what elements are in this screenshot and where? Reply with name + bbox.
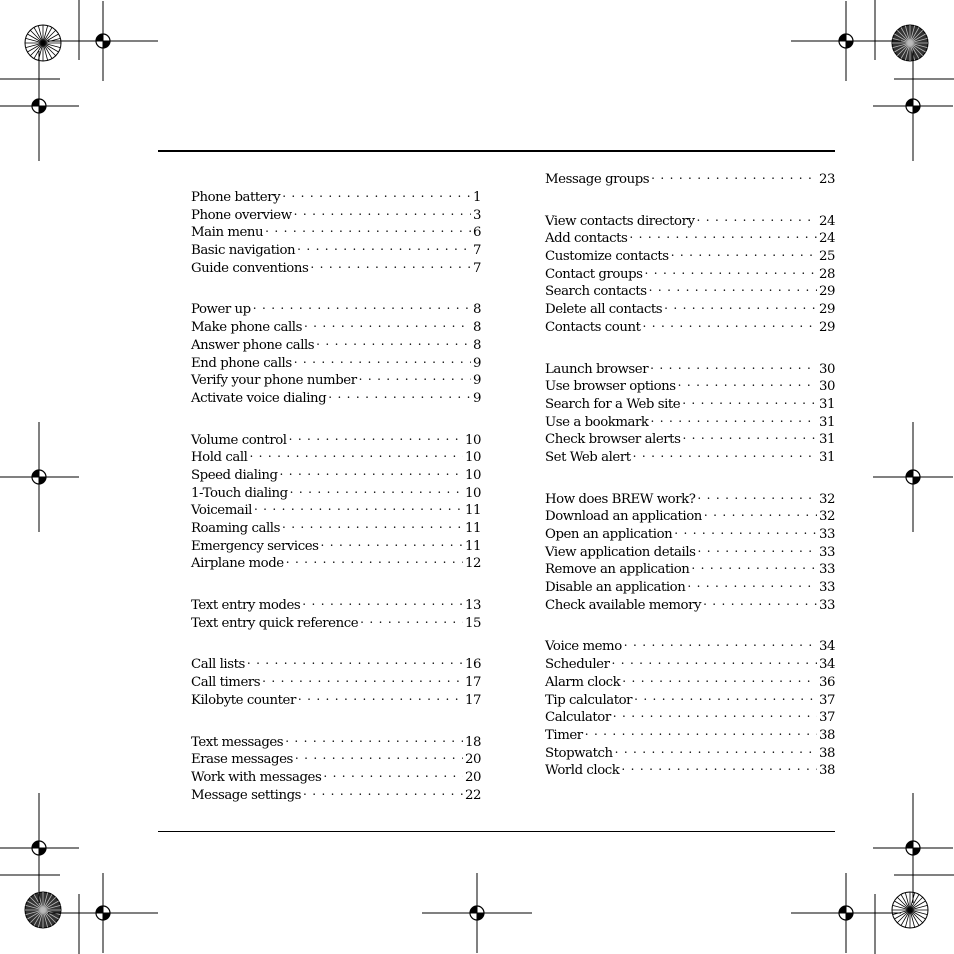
toc-entry[interactable] (191, 335, 481, 353)
toc-entry-page: 13 (464, 598, 481, 614)
toc-entry-page: 24 (818, 213, 835, 229)
toc-entry-page: 29 (818, 302, 835, 318)
dot-leader (290, 483, 463, 497)
toc-entry-title: Verify your phone number (191, 373, 357, 389)
toc-entry[interactable] (545, 707, 835, 725)
toc-entry[interactable] (545, 169, 835, 187)
toc-entry-title: Phone overview (191, 207, 292, 223)
dot-leader (585, 725, 817, 739)
toc-entry-title: Stopwatch (545, 745, 613, 761)
toc-entry-page: 10 (464, 485, 481, 501)
toc-entry-title: World clock (545, 763, 620, 779)
toc-entry-title: Remove an application (545, 562, 690, 578)
dot-leader (624, 636, 817, 650)
toc-entry-title: Erase messages (191, 752, 293, 768)
toc-entry-title: Check available memory (545, 597, 702, 613)
dot-leader (615, 743, 817, 757)
toc-entry[interactable] (545, 489, 835, 507)
dot-leader (323, 767, 463, 781)
dot-leader (613, 707, 817, 721)
toc-entry[interactable] (191, 749, 481, 767)
toc-entry-title: Power up (191, 302, 251, 318)
toc-entry-page: 31 (818, 414, 835, 430)
toc-entry-page: 24 (818, 231, 835, 247)
toc-entry-page: 32 (818, 491, 835, 507)
toc-entry-page: 7 (472, 260, 481, 276)
footer-rule (158, 831, 835, 832)
toc-entry-title: Calculator (545, 710, 611, 726)
toc-entry-page: 20 (464, 769, 481, 785)
toc-entry-page: 33 (818, 527, 835, 542)
toc-entry-page: 25 (818, 249, 835, 265)
toc-entry[interactable] (191, 222, 481, 240)
dot-leader (629, 228, 817, 242)
dot-leader (253, 299, 471, 313)
toc-entry[interactable] (191, 785, 481, 803)
toc-entry[interactable] (191, 465, 481, 483)
dot-leader (282, 518, 463, 532)
dot-leader (303, 785, 463, 799)
toc-entry-title: End phone calls (191, 355, 292, 371)
toc-entry[interactable] (191, 317, 481, 335)
toc-entry-title: Volume control (191, 432, 287, 448)
toc-right-column (545, 169, 835, 802)
toc-entry[interactable] (191, 205, 481, 223)
toc-entry[interactable] (545, 760, 835, 778)
toc-entry[interactable] (191, 187, 481, 205)
toc-entry-page: 17 (464, 675, 481, 691)
toc-entry-page: 3 (472, 207, 481, 223)
dot-leader (359, 370, 471, 384)
dot-leader (697, 489, 817, 503)
toc-entry-title: Scheduler (545, 657, 610, 673)
toc-entry-title: Disable an application (545, 580, 686, 596)
toc-entry-page: 38 (818, 727, 835, 743)
toc-entry[interactable] (191, 654, 481, 672)
toc-entry[interactable] (545, 264, 835, 282)
toc-entry-page: 11 (464, 503, 481, 519)
dot-leader (622, 672, 817, 686)
toc-entry-page: 6 (472, 225, 481, 241)
toc-entry[interactable] (545, 429, 835, 447)
dot-leader (262, 672, 463, 686)
toc-entry-title: Roaming calls (191, 521, 280, 536)
toc-entry-title: Use browser options (545, 379, 676, 395)
toc-entry-page: 20 (464, 752, 481, 768)
toc-entry-page: 34 (818, 657, 835, 673)
dot-leader (649, 281, 817, 295)
toc-entry-page: 18 (464, 734, 481, 750)
toc-entry[interactable] (545, 299, 835, 317)
toc-entry[interactable] (545, 542, 835, 560)
toc-entry[interactable] (545, 376, 835, 394)
header-rule (158, 150, 835, 152)
toc-entry-page: 9 (472, 373, 481, 389)
toc-entry[interactable] (191, 732, 481, 750)
toc-entry[interactable] (191, 518, 481, 536)
dot-leader (634, 690, 817, 704)
dot-leader (671, 246, 817, 260)
toc-entry[interactable] (545, 559, 835, 577)
dot-leader (678, 376, 817, 390)
toc-entry-title: Open an application (545, 527, 673, 542)
toc-entry[interactable] (545, 672, 835, 690)
toc-entry-page: 15 (464, 615, 481, 631)
toc-entry[interactable] (545, 228, 835, 246)
toc-entry-title: How does BREW work? (545, 491, 696, 507)
dot-leader (298, 690, 463, 704)
dot-leader (687, 577, 817, 591)
dot-leader (621, 760, 817, 774)
toc-entry-page: 29 (818, 284, 835, 300)
toc-section (191, 299, 481, 405)
toc-entry-page: 8 (472, 337, 481, 353)
toc-entry-title: Activate voice dialing (191, 390, 327, 406)
toc-left-column (191, 187, 481, 826)
toc-entry-title: Launch browser (545, 361, 649, 377)
dot-leader (682, 429, 817, 443)
toc-section (191, 595, 481, 630)
toc-entry[interactable] (191, 447, 481, 465)
toc-entry-title: Set Web alert (545, 449, 631, 465)
toc-entry-title: Answer phone calls (191, 337, 315, 353)
toc-entry-page: 37 (818, 692, 835, 708)
toc-entry[interactable] (545, 595, 835, 613)
toc-entry-title: Text entry quick reference (191, 615, 359, 631)
dot-leader (297, 240, 471, 254)
toc-entry-title: View application details (545, 544, 696, 560)
dot-leader (294, 353, 471, 367)
toc-entry-page: 23 (818, 172, 835, 187)
dot-leader (645, 264, 817, 278)
toc-entry-page: 28 (818, 266, 835, 282)
toc-entry[interactable] (191, 690, 481, 708)
toc-entry-title: Contacts count (545, 319, 641, 335)
toc-entry[interactable] (545, 359, 835, 377)
toc-entry[interactable] (191, 240, 481, 258)
dot-leader (289, 430, 463, 444)
toc-entry-title: Guide conventions (191, 260, 309, 276)
toc-entry[interactable] (545, 636, 835, 654)
toc-section (191, 430, 481, 572)
toc-section (191, 187, 481, 275)
toc-entry-page: 11 (464, 521, 481, 536)
toc-entry-page: 10 (464, 432, 481, 448)
toc-entry-page: 22 (464, 787, 481, 803)
toc-entry[interactable] (191, 370, 481, 388)
dot-leader (703, 595, 817, 609)
toc-section (545, 169, 835, 187)
toc-entry-page: 37 (818, 710, 835, 726)
dot-leader (633, 447, 817, 461)
toc-entry-page: 12 (464, 556, 481, 572)
dot-leader (682, 394, 817, 408)
dot-leader (285, 732, 463, 746)
toc-entry-title: Make phone calls (191, 320, 302, 336)
toc-entry-page: 32 (818, 509, 835, 525)
toc-entry-page: 8 (472, 302, 481, 318)
toc-entry-page: 38 (818, 745, 835, 761)
toc-entry-title: 1-Touch dialing (191, 485, 288, 501)
dot-leader (282, 187, 471, 201)
toc-entry-page: 30 (818, 379, 835, 395)
toc-entry[interactable] (545, 394, 835, 412)
toc-entry-page: 31 (818, 396, 835, 412)
toc-entry[interactable] (545, 725, 835, 743)
toc-entry-title: Airplane mode (191, 556, 284, 572)
toc-entry-title: Phone battery (191, 190, 281, 205)
toc-entry-title: Hold call (191, 450, 248, 466)
dot-leader (295, 749, 463, 763)
dot-leader (642, 317, 816, 331)
dot-leader (304, 317, 471, 331)
toc-entry-page: 11 (464, 538, 481, 554)
toc-entry-page: 10 (464, 450, 481, 466)
toc-entry-title: Basic navigation (191, 243, 296, 259)
toc-entry-page: 16 (464, 657, 481, 673)
toc-entry[interactable] (191, 672, 481, 690)
toc-entry[interactable] (545, 524, 835, 542)
toc-entry[interactable] (191, 299, 481, 317)
toc-entry-title: Customize contacts (545, 249, 669, 265)
toc-entry-page: 33 (818, 580, 835, 596)
toc-entry-title: Alarm clock (545, 674, 621, 690)
dot-leader (265, 222, 471, 236)
toc-entry-page: 33 (818, 597, 835, 613)
toc-entry[interactable] (191, 353, 481, 371)
dot-leader (360, 613, 463, 627)
toc-section (545, 636, 835, 778)
toc-section (191, 732, 481, 803)
toc-entry-title: Delete all contacts (545, 302, 663, 318)
toc-entry-page: 38 (818, 763, 835, 779)
toc-entry[interactable] (545, 577, 835, 595)
toc-entry[interactable] (545, 654, 835, 672)
toc-entry-title: Contact groups (545, 266, 643, 282)
toc-entry-title: View contacts directory (545, 213, 695, 229)
toc-entry-page: 36 (818, 674, 835, 690)
toc-entry[interactable] (545, 211, 835, 229)
toc-entry-title: Emergency services (191, 538, 319, 554)
toc-entry[interactable] (545, 690, 835, 708)
dot-leader (286, 553, 463, 567)
dot-leader (254, 500, 463, 514)
toc-entry[interactable] (191, 483, 481, 501)
toc-entry-title: Voice memo (545, 639, 622, 655)
toc-entry-title: Kilobyte counter (191, 692, 296, 708)
toc-section (191, 654, 481, 707)
toc-entry[interactable] (191, 258, 481, 276)
dot-leader (650, 359, 817, 373)
toc-entry-page: 1 (472, 190, 481, 205)
toc-entry[interactable] (545, 447, 835, 465)
toc-entry-page: 9 (472, 355, 481, 371)
toc-entry-title: Work with messages (191, 769, 322, 785)
toc-entry-page: 33 (818, 544, 835, 560)
dot-leader (280, 465, 463, 479)
toc-entry[interactable] (545, 317, 835, 335)
toc-entry[interactable] (545, 743, 835, 761)
toc-entry-title: Call timers (191, 675, 261, 691)
toc-entry[interactable] (191, 430, 481, 448)
dot-leader (316, 335, 471, 349)
dot-leader (664, 299, 817, 313)
dot-leader (651, 412, 817, 426)
toc-entry-title: Search contacts (545, 284, 647, 300)
toc-section (545, 359, 835, 465)
toc-section (545, 489, 835, 613)
toc-entry[interactable] (545, 246, 835, 264)
toc-entry[interactable] (191, 388, 481, 406)
toc-entry-page: 31 (818, 449, 835, 465)
toc-entry-page: 9 (472, 390, 481, 406)
toc-entry-page: 31 (818, 432, 835, 448)
toc-entry[interactable] (191, 595, 481, 613)
toc-entry-page: 10 (464, 467, 481, 483)
dot-leader (247, 654, 463, 668)
toc-entry-title: Tip calculator (545, 692, 633, 708)
toc-section (545, 211, 835, 335)
toc-entry-title: Add contacts (545, 231, 628, 247)
toc-entry[interactable] (545, 281, 835, 299)
toc-entry-page: 33 (818, 562, 835, 578)
toc-entry-title: Call lists (191, 657, 245, 673)
toc-entry-title: Text entry modes (191, 598, 301, 614)
toc-entry-page: 17 (464, 692, 481, 708)
toc-entry-title: Speed dialing (191, 467, 278, 483)
dot-leader (691, 559, 817, 573)
dot-leader (294, 205, 471, 219)
toc-entry[interactable] (545, 506, 835, 524)
dot-leader (698, 542, 817, 556)
toc-entry-title: Message groups (545, 172, 650, 187)
toc-entry-title: Timer (545, 727, 583, 743)
toc-entry-title: Main menu (191, 225, 264, 241)
toc-entry[interactable] (191, 767, 481, 785)
toc-entry[interactable] (191, 500, 481, 518)
dot-leader (674, 524, 817, 538)
dot-leader (612, 654, 817, 668)
toc-entry[interactable] (545, 412, 835, 430)
dot-leader (697, 211, 817, 225)
dot-leader (328, 388, 471, 402)
toc-entry-page: 34 (818, 639, 835, 655)
dot-leader (249, 447, 463, 461)
toc-entry-page: 30 (818, 361, 835, 377)
toc-entry-title: Message settings (191, 787, 301, 803)
toc-entry-page: 29 (818, 319, 835, 335)
toc-entry-title: Check browser alerts (545, 432, 681, 448)
toc-entry[interactable] (191, 553, 481, 571)
toc-entry-title: Download an application (545, 509, 702, 525)
toc-entry-title: Voicemail (191, 503, 252, 519)
dot-leader (651, 169, 817, 183)
toc-entry[interactable] (191, 536, 481, 554)
toc-entry-page: 7 (472, 243, 481, 259)
dot-leader (321, 536, 463, 550)
dot-leader (310, 258, 471, 272)
toc-entry-title: Search for a Web site (545, 396, 681, 412)
toc-entry-title: Text messages (191, 734, 284, 750)
toc-entry-title: Use a bookmark (545, 414, 649, 430)
dot-leader (302, 595, 463, 609)
toc-entry[interactable] (191, 613, 481, 631)
dot-leader (704, 506, 817, 520)
toc-entry-page: 8 (472, 320, 481, 336)
